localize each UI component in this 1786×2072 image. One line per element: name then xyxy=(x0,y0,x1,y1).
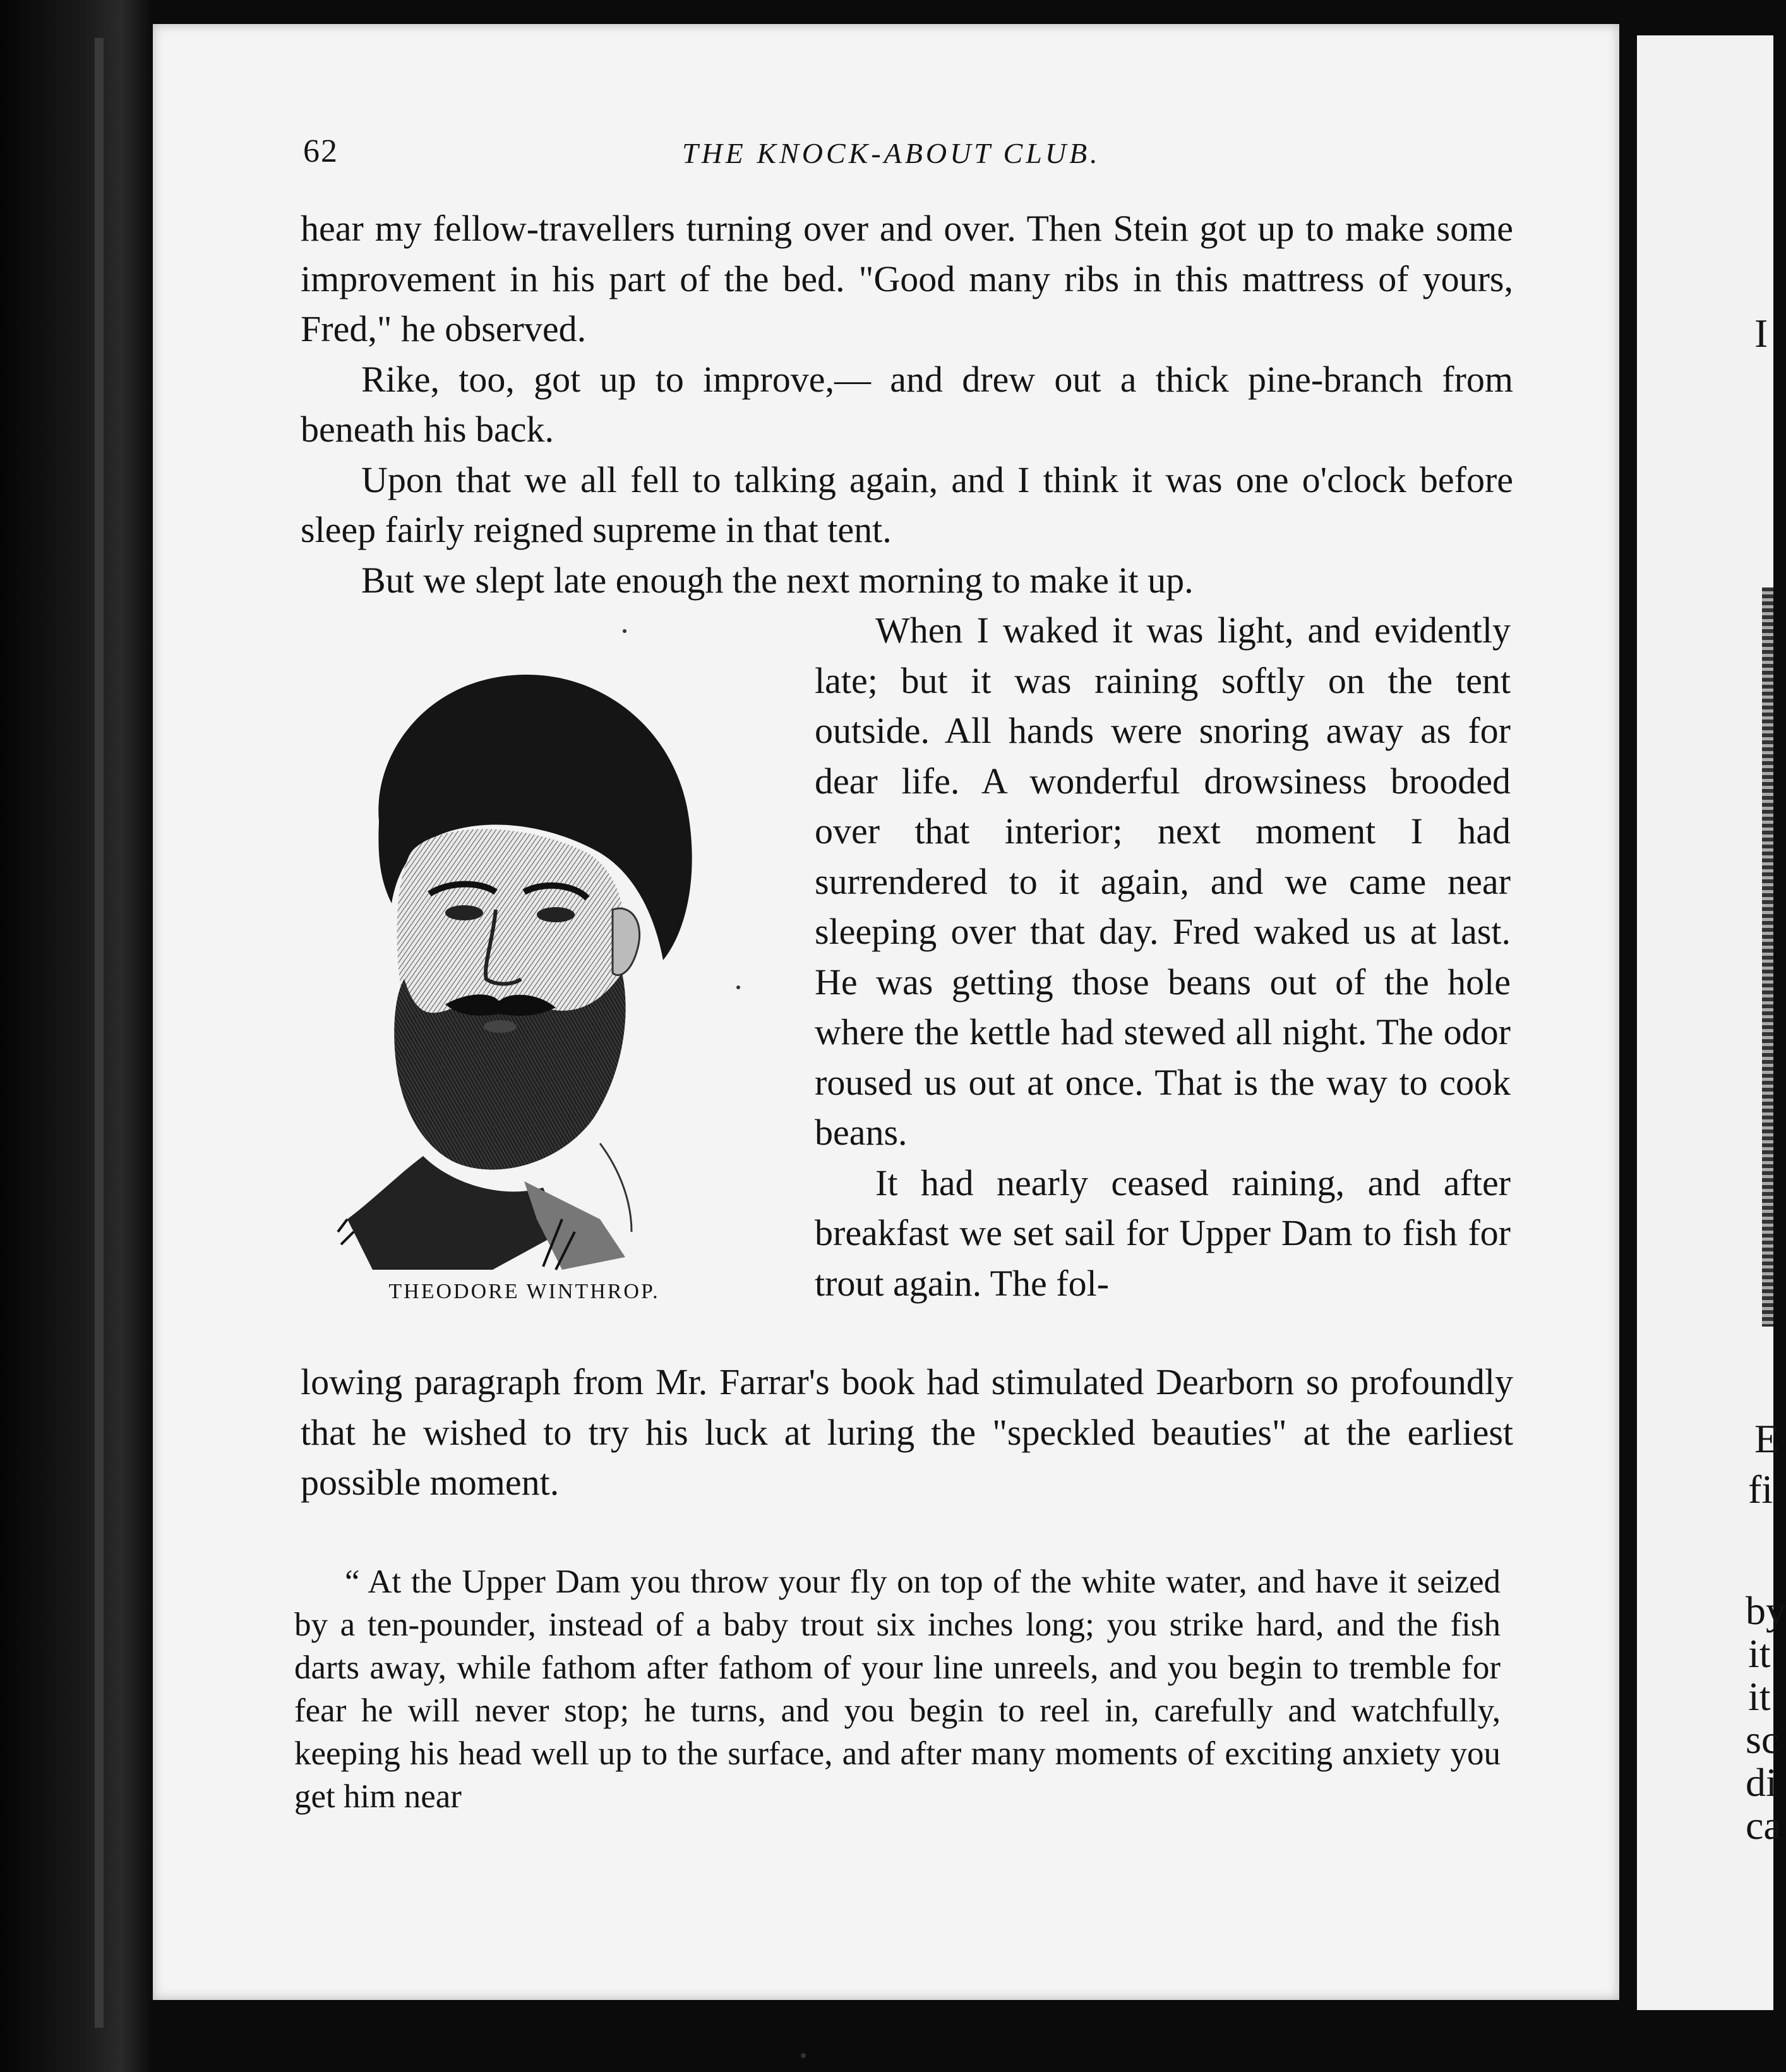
paragraph: lowing paragraph from Mr. Farrar's book had stimulated Dearborn so profoundly that he wished to try his luck at luring the "speckled beauties" at the earliest possible moment. xyxy=(301,1361,1513,1503)
facing-page-edge xyxy=(1637,35,1786,2010)
facing-page-fragment: by xyxy=(1746,1588,1786,1633)
paragraph: hear my fellow-travellers turning over and over. Then Stein got up to make some improvement in his part of the bed. "Good many ribs in this mattress of yours, Fred," he observed. xyxy=(301,208,1513,349)
facing-page-fragment: E xyxy=(1754,1416,1780,1461)
book-spine-edge xyxy=(0,0,152,2072)
facing-page-fragment: fi xyxy=(1748,1467,1773,1512)
portrait-caption: THEODORE WINTHROP. xyxy=(388,1280,660,1303)
body-text-top xyxy=(301,203,1513,605)
block-quote xyxy=(294,1560,1501,1818)
page-header xyxy=(303,133,1516,177)
body-text-bottom xyxy=(301,1357,1513,1508)
paragraph: When I waked it was light, and evidently late; but it was raining softly on the tent outside. All hands were snoring away as for dear life. A wonderful drowsiness brooded over that interior; next moment I had surrendered to it again, and we came near sleeping over that day. Fred waked us at last. He was getting those beans out of the hole where the kettle had stewed all night. The odor roused us out at once. That is the way to cook beans. xyxy=(815,610,1511,1153)
paragraph: Rike, too, got up to improve,— and drew out a thick pine-branch from beneath his back. xyxy=(301,358,1513,450)
facing-page-fragment: it xyxy=(1748,1631,1771,1676)
paragraph: But we slept late enough the next morning to make it up. xyxy=(361,559,1194,601)
portrait-engraving xyxy=(335,663,739,1270)
facing-page-illustration-edge xyxy=(1762,587,1773,1327)
print-speck xyxy=(801,2053,806,2058)
running-head: THE KNOCK-ABOUT CLUB. xyxy=(682,137,1101,169)
facing-page-fragment: di xyxy=(1746,1760,1777,1805)
facing-page-fragment: I xyxy=(1754,311,1768,356)
page-number: 62 xyxy=(303,133,339,169)
paragraph: It had nearly ceased raining, and after breakfast we set sail for Upper Dam to fish for trout again. The fol- xyxy=(815,1162,1511,1304)
quote-text: “ At the Upper Dam you throw your fly on top of the white water, and have it seized by a ten-pounder, instead of a baby trout six inches long; you strike hard, and the fish darts away, while fathom after fathom of your line unreels, and you begin to tremble for fear he will never stop; he turns, and you begin to reel in, carefully and watchfully, keeping his head well up to the surface, and after many moments of exciting anxiety you get him near xyxy=(294,1563,1501,1815)
facing-page-fragment: it xyxy=(1748,1674,1771,1719)
paragraph: Upon that we all fell to talking again, and I think it was one o'clock before sleep fairly reigned supreme in that tent. xyxy=(301,459,1513,550)
print-speck xyxy=(736,985,740,989)
body-text-wrapped-column xyxy=(815,605,1511,1308)
print-speck xyxy=(623,629,626,633)
facing-page-fragment: sc xyxy=(1746,1717,1780,1762)
facing-page-fragment: ca xyxy=(1746,1803,1782,1848)
